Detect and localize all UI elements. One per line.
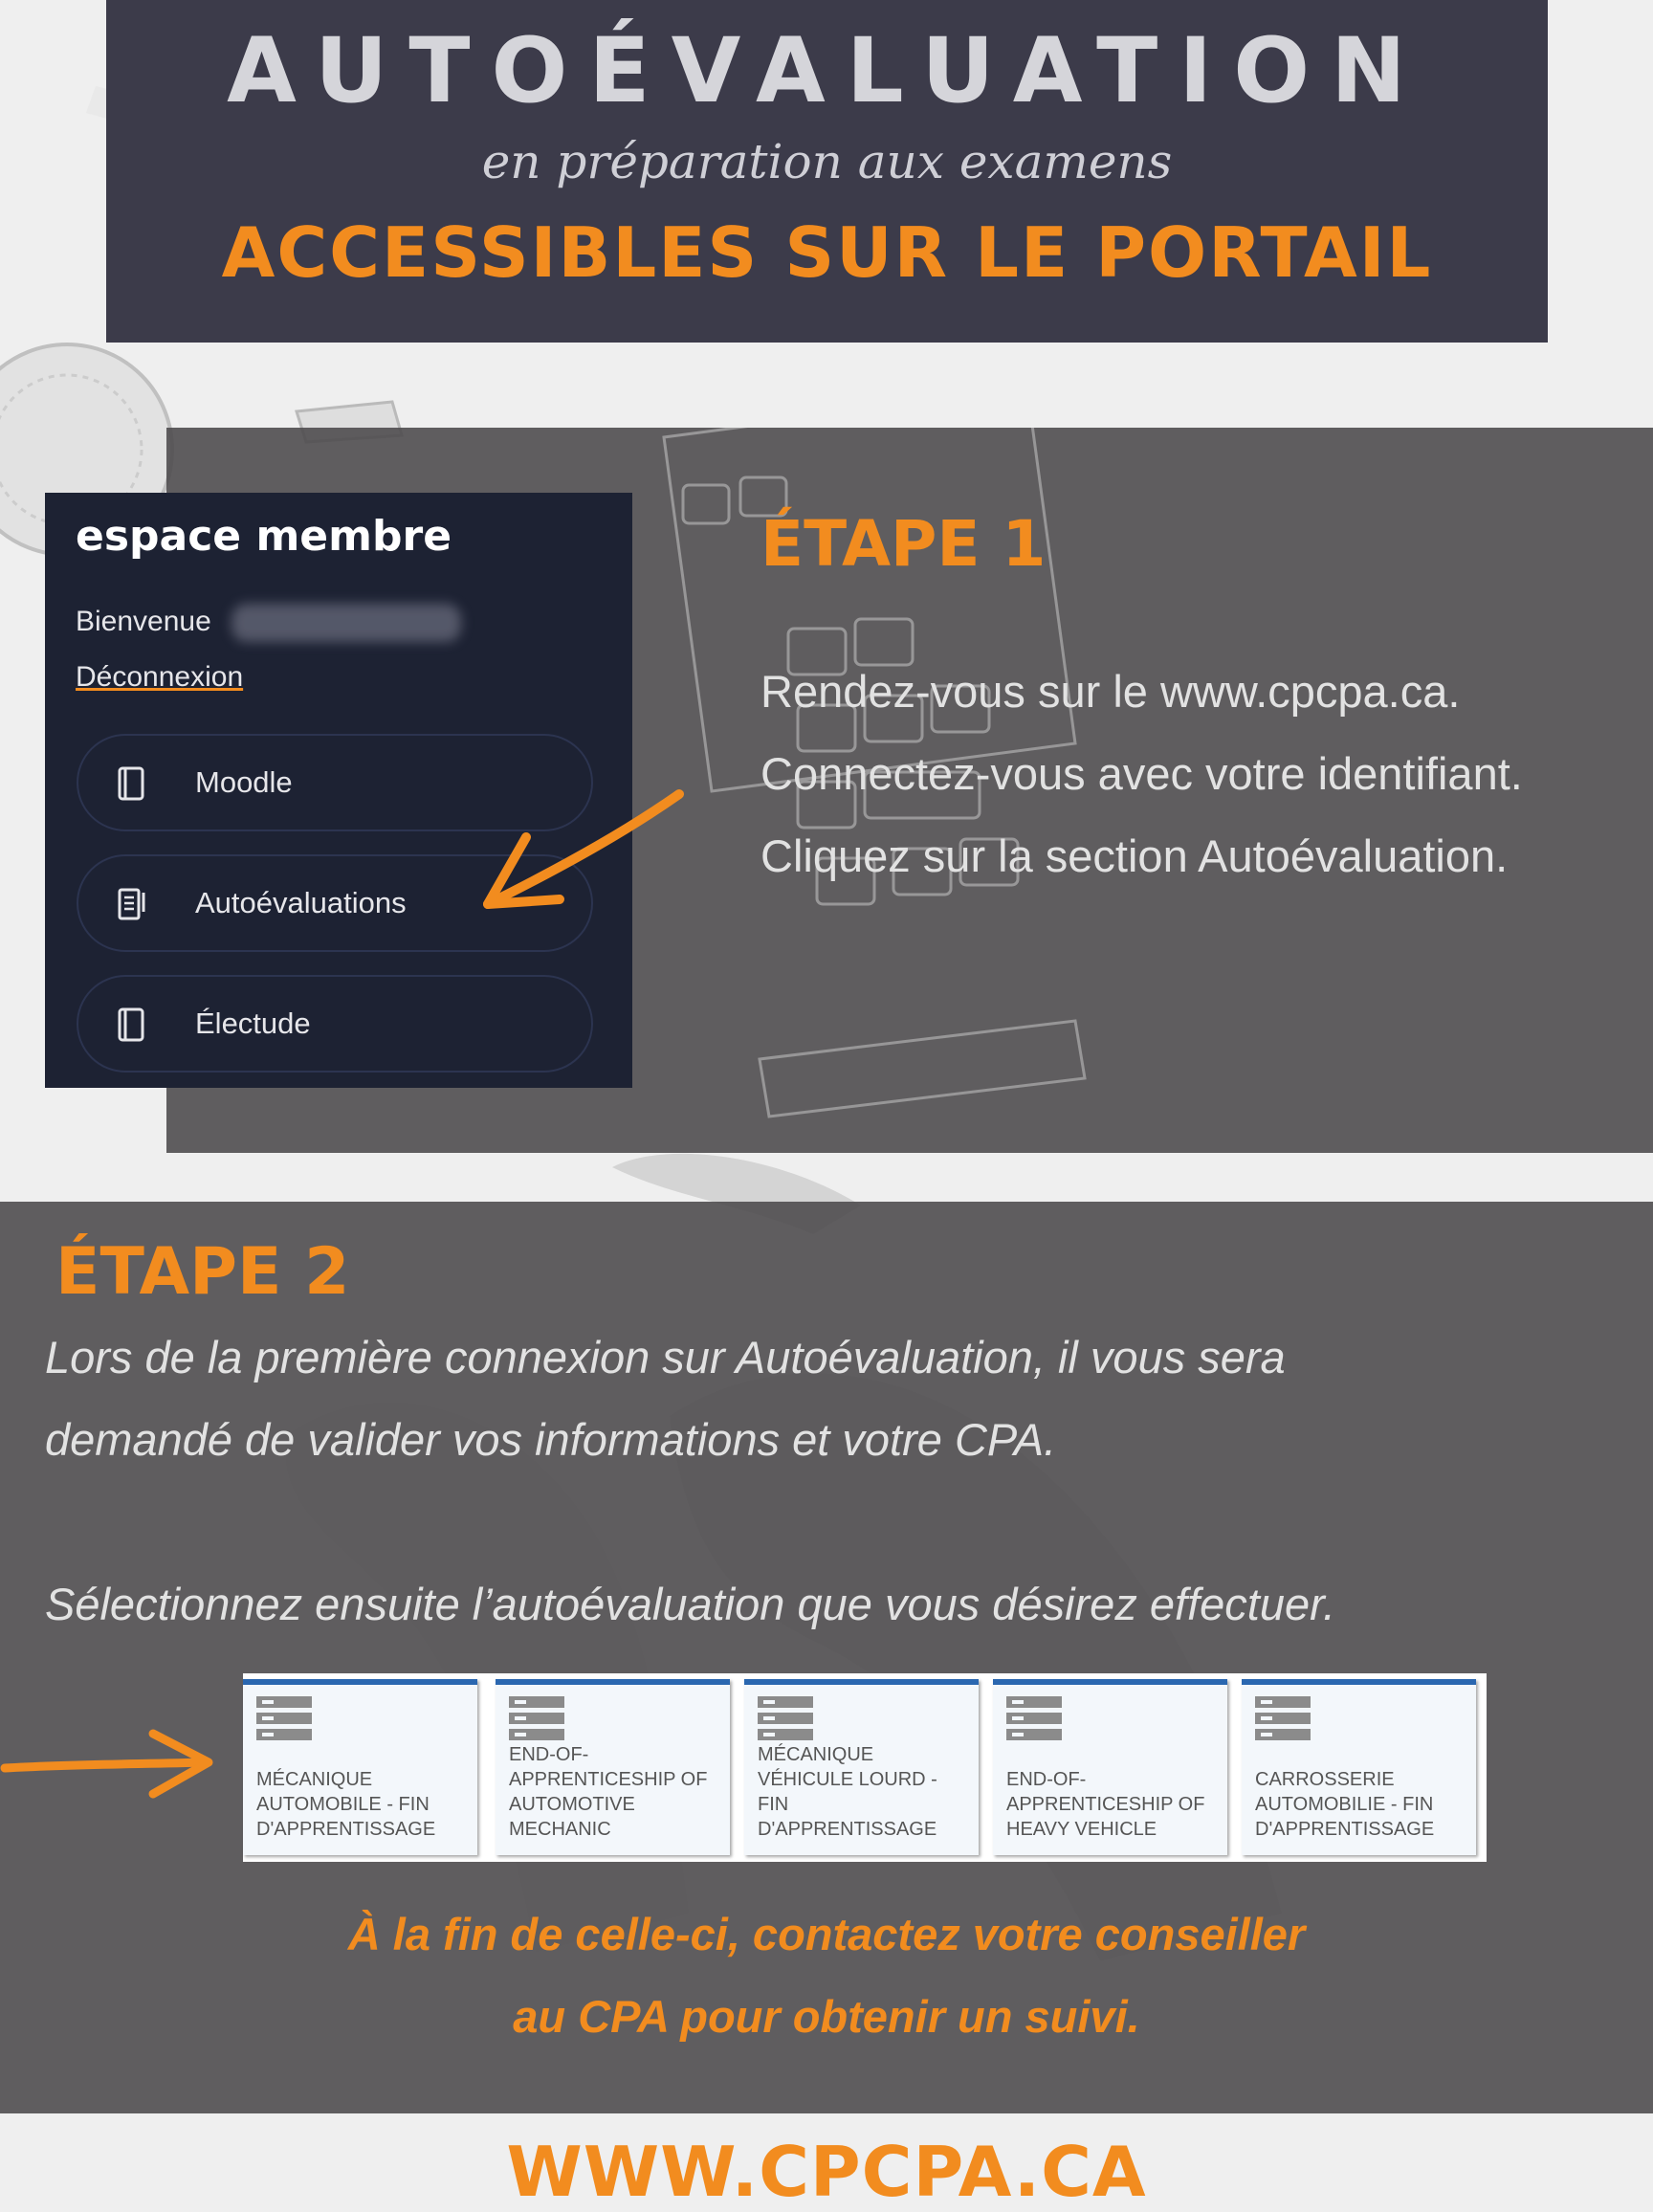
- orange-arrow-right-icon: [0, 1722, 220, 1808]
- menu-item-label: Moodle: [195, 765, 293, 799]
- document-icon: [117, 887, 147, 923]
- course-card[interactable]: [993, 1679, 1227, 1855]
- course-card[interactable]: [1242, 1679, 1476, 1855]
- list-icon: [509, 1696, 566, 1740]
- closing-line: au CPA pour obtenir un suivi.: [513, 1991, 1140, 2042]
- menu-item-electude[interactable]: [77, 975, 593, 1073]
- step2-paragraph-line: Lors de la première connexion sur Autoévaluation, il vous sera: [45, 1332, 1286, 1382]
- book-icon: [117, 1007, 147, 1044]
- course-card-label: CARROSSERIE AUTOMOBILIE - FIN D'APPRENTISSAGE: [1255, 1769, 1435, 1840]
- page-subtitle: en préparation aux examens: [481, 134, 1173, 189]
- closing-line: À la fin de celle-ci, contactez votre conseiller: [347, 1909, 1306, 1959]
- footer-website-link[interactable]: WWW.CPCPA.CA: [506, 2132, 1147, 2212]
- step1-line: Rendez-vous sur le www.cpcpa.ca.: [760, 666, 1461, 717]
- step1-line: Connectez-vous avec votre identifiant.: [760, 748, 1523, 799]
- course-card[interactable]: [496, 1679, 730, 1855]
- menu-item-label: Électude: [195, 1006, 311, 1040]
- course-card-label: END-OF-APPRENTICESHIP OF HEAVY VEHICLE: [1006, 1769, 1205, 1840]
- blurred-username: [231, 604, 461, 642]
- welcome-text: Bienvenue: [76, 606, 211, 637]
- header-band: [106, 0, 1548, 343]
- course-card[interactable]: [744, 1679, 979, 1855]
- menu-item-label: Autoévaluations: [195, 886, 407, 919]
- step1-title: ÉTAPE 1: [760, 507, 1047, 581]
- step2-paragraph-line: demandé de valider vos informations et votre CPA.: [45, 1414, 1057, 1465]
- course-card-label: END-OF-APPRENTICESHIP OF AUTOMOTIVE MECHANIC: [509, 1744, 708, 1840]
- step2-title: ÉTAPE 2: [55, 1234, 350, 1310]
- member-space-title: espace membre: [76, 512, 452, 561]
- book-icon: [117, 766, 147, 803]
- course-card-label: MÉCANIQUE VÉHICULE LOURD - FIN D'APPRENTISSAGE: [758, 1744, 937, 1840]
- course-card[interactable]: [243, 1679, 477, 1855]
- page-title: AUTOÉVALUATION: [227, 19, 1427, 123]
- logout-link[interactable]: Déconnexion: [76, 661, 244, 693]
- page-accent-heading: ACCESSIBLES SUR LE PORTAIL: [221, 212, 1433, 293]
- list-icon: [758, 1696, 815, 1740]
- orange-arrow-icon: [469, 780, 698, 933]
- list-icon: [1006, 1696, 1064, 1740]
- course-card-label: MÉCANIQUE AUTOMOBILE - FIN D'APPRENTISSAGE: [256, 1769, 436, 1840]
- list-icon: [256, 1696, 314, 1740]
- list-icon: [1255, 1696, 1312, 1740]
- step2-paragraph-line: Sélectionnez ensuite l’autoévaluation que vous désirez effectuer.: [45, 1579, 1336, 1629]
- course-cards-strip: [243, 1673, 1487, 1862]
- step1-line: Cliquez sur la section Autoévaluation.: [760, 830, 1509, 881]
- step1-instructions: [760, 651, 1641, 897]
